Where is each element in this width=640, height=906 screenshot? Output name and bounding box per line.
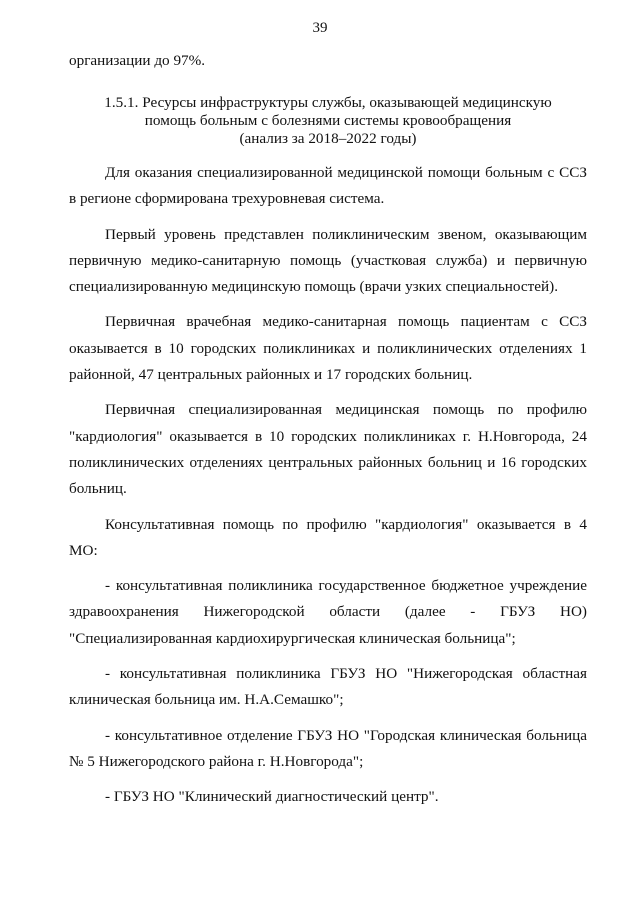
- list-item-diagnostic-center: - ГБУЗ НО "Клинический диагностический центр".: [105, 788, 439, 806]
- paragraph-first-level: Первый уровень представлен поликлиническим звеном, оказывающим первичную медико-санитарную помощь (участковая служба) и первичную специализированную медицинскую помощь (врачи узких специальностей).: [69, 225, 587, 296]
- body-text: [69, 160, 587, 811]
- paragraph-specialized-care: Первичная специализированная медицинская помощь по профилю "кардиология" оказывается в 10 городских поликлиниках г. Н.Новгорода, 24 поликлинических отделениях центральных районных больниц и 16 городских больниц.: [69, 401, 587, 498]
- paragraph-consultative-care: Консультативная помощь по профилю "кардиология" оказывается в 4 МО:: [69, 515, 587, 559]
- paragraph-three-level-system: Для оказания специализированной медицинской помощи больным с ССЗ в регионе сформирована трехуровневая система.: [69, 164, 587, 208]
- list-item-city-hospital-5: - консультативное отделение ГБУЗ НО "Городская клиническая больница № 5 Нижегородского района г. Н.Новгорода";: [69, 726, 587, 770]
- continuation-text: организации до 97%.: [69, 52, 206, 69]
- section-heading-line-3: (анализ за 2018–2022 годы): [239, 130, 417, 147]
- section-heading-line-1: 1.5.1. Ресурсы инфраструктуры службы, оказывающей медицинскую: [104, 94, 552, 111]
- section-heading-line-2: помощь больным с болезнями системы кровообращения: [144, 112, 512, 129]
- list-item-semashko-hospital: - консультативная поликлиника ГБУЗ НО "Нижегородская областная клиническая больница им. Н.А.Семашко";: [69, 665, 587, 709]
- paragraph-primary-care: Первичная врачебная медико-санитарная помощь пациентам с ССЗ оказывается в 10 городских поликлиниках и поликлинических отделениях 1 районной, 47 центральных районных и 17 городских больниц.: [69, 313, 587, 384]
- section-heading: [69, 94, 587, 148]
- page-number: 39: [312, 20, 328, 36]
- list-item-cardiosurgery-hospital: - консультативная поликлиника государственное бюджетное учреждение здравоохранения Нижегородской области (далее - ГБУЗ НО) "Специализированная кардиохирургическая клиническая больница";: [69, 577, 587, 647]
